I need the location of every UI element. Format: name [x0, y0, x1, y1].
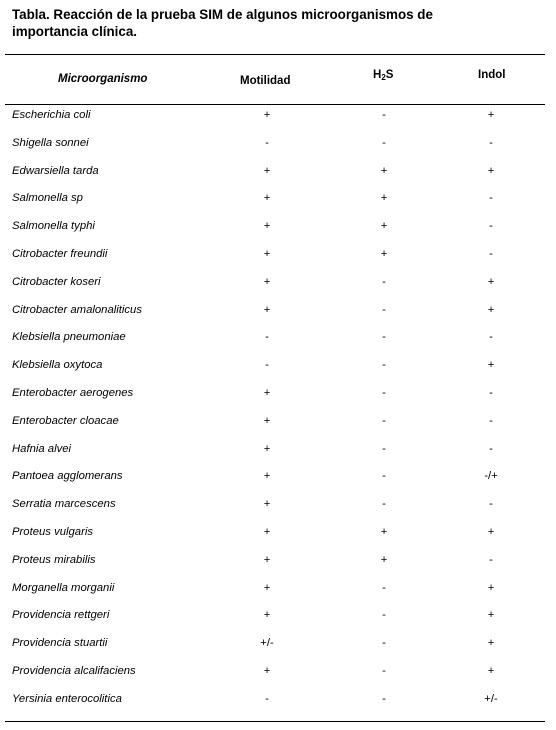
table-row	[0, 274, 556, 302]
organism-cell: Serratia marcescens	[12, 498, 116, 511]
indol-cell: -	[489, 553, 493, 566]
header-microorganismo: Microorganismo	[58, 73, 148, 85]
table-row	[0, 302, 556, 330]
organism-cell: Providencia alcalifaciens	[12, 664, 136, 677]
motilidad-cell: +	[263, 609, 271, 622]
indol-cell: +	[487, 275, 495, 288]
h2s-cell: +	[380, 192, 388, 205]
table-title	[12, 6, 500, 40]
organism-cell: Yersinia enterocolitica	[12, 692, 122, 705]
bottom-rule	[5, 721, 545, 722]
header-motilidad: Motilidad	[240, 75, 291, 87]
indol-cell: -/+	[484, 470, 498, 483]
header-h2s-subscript: 2	[381, 73, 386, 82]
motilidad-cell: +	[263, 553, 271, 566]
h2s-cell: -	[382, 609, 386, 622]
table-row	[0, 163, 556, 191]
motilidad-cell: +	[263, 470, 271, 483]
table-row	[0, 135, 556, 163]
table-row	[0, 552, 556, 580]
organism-cell: Pantoea agglomerans	[12, 470, 123, 483]
organism-cell: Klebsiella pneumoniae	[12, 331, 126, 344]
motilidad-cell: -	[265, 692, 269, 705]
indol-cell: +	[487, 359, 495, 372]
indol-cell: -	[489, 331, 493, 344]
h2s-cell: -	[382, 414, 386, 427]
organism-cell: Providencia rettgeri	[12, 609, 110, 622]
h2s-cell: -	[382, 303, 386, 316]
motilidad-cell: +	[263, 664, 271, 677]
header-h2s	[373, 69, 393, 82]
indol-cell: +	[487, 637, 495, 650]
motilidad-cell: +	[263, 109, 271, 121]
organism-cell: Proteus mirabilis	[12, 553, 96, 566]
indol-cell: -	[489, 442, 493, 455]
h2s-cell: +	[380, 247, 388, 260]
organism-cell: Salmonella typhi	[12, 220, 95, 233]
h2s-cell: -	[382, 136, 386, 149]
h2s-cell: -	[382, 359, 386, 372]
organism-cell: Hafnia alvei	[12, 442, 72, 455]
organism-cell: Providencia stuartii	[12, 637, 108, 650]
organism-cell: Klebsiella oxytoca	[12, 359, 103, 372]
organism-cell: Enterobacter cloacae	[12, 414, 119, 427]
organism-cell: Citrobacter koseri	[12, 275, 101, 288]
h2s-cell: -	[382, 664, 386, 677]
h2s-cell: -	[382, 470, 386, 483]
h2s-cell: -	[382, 331, 386, 344]
h2s-cell: -	[382, 442, 386, 455]
table-row	[0, 218, 556, 246]
motilidad-cell: +	[263, 442, 271, 455]
table-row	[0, 691, 556, 719]
h2s-cell: +	[380, 164, 388, 177]
motilidad-cell: +	[263, 303, 271, 316]
motilidad-cell: +	[263, 581, 271, 594]
motilidad-cell: +	[263, 386, 271, 399]
table-row	[0, 635, 556, 663]
motilidad-cell: -	[265, 136, 269, 149]
h2s-cell: -	[382, 637, 386, 650]
motilidad-cell: +	[263, 192, 271, 205]
table-row	[0, 357, 556, 385]
table-row	[0, 246, 556, 274]
h2s-cell: -	[382, 386, 386, 399]
motilidad-cell: +	[263, 247, 271, 260]
motilidad-cell: +/-	[260, 637, 274, 650]
header-rule	[5, 104, 545, 105]
header-h2s-h: H	[373, 69, 382, 81]
indol-cell: -	[489, 414, 493, 427]
h2s-cell: +	[380, 220, 388, 233]
table-row	[0, 524, 556, 552]
indol-cell: -	[489, 136, 493, 149]
motilidad-cell: -	[265, 359, 269, 372]
indol-cell: -	[489, 386, 493, 399]
indol-cell: +	[487, 664, 495, 677]
table-row	[0, 496, 556, 524]
table-row	[0, 413, 556, 441]
indol-cell: -	[489, 247, 493, 260]
organism-cell: Escherichia coli	[12, 109, 91, 121]
indol-cell: -	[489, 192, 493, 205]
h2s-cell: -	[382, 109, 386, 121]
h2s-cell: -	[382, 692, 386, 705]
organism-cell: Proteus vulgaris	[12, 525, 93, 538]
header-h2s-s: S	[385, 69, 394, 81]
table-row	[0, 663, 556, 691]
table-row	[0, 329, 556, 357]
organism-cell: Edwarsiella tarda	[12, 164, 99, 177]
table-title-line-2: importancia clínica.	[12, 24, 138, 39]
table-row	[0, 107, 556, 135]
organism-cell: Salmonella sp	[12, 192, 83, 205]
indol-cell: +	[487, 164, 495, 177]
table-row	[0, 607, 556, 635]
motilidad-cell: +	[263, 220, 271, 233]
table-body	[0, 107, 556, 719]
h2s-cell: -	[382, 498, 386, 511]
h2s-cell: +	[380, 553, 388, 566]
table-row	[0, 441, 556, 469]
motilidad-cell: +	[263, 525, 271, 538]
indol-cell: +	[487, 109, 495, 121]
organism-cell: Enterobacter aerogenes	[12, 386, 134, 399]
motilidad-cell: -	[265, 331, 269, 344]
indol-cell: +	[487, 525, 495, 538]
table-row	[0, 468, 556, 496]
indol-cell: +	[487, 609, 495, 622]
table-title-line-1: Tabla. Reacción de la prueba SIM de algunos microorganismos de	[12, 7, 433, 22]
indol-cell: -	[489, 220, 493, 233]
indol-cell: -	[489, 498, 493, 511]
h2s-cell: +	[380, 525, 388, 538]
organism-cell: Citrobacter freundii	[12, 247, 108, 260]
motilidad-cell: +	[263, 164, 271, 177]
indol-cell: +/-	[484, 692, 498, 705]
table-row	[0, 190, 556, 218]
top-rule	[5, 54, 545, 55]
indol-cell: +	[487, 303, 495, 316]
motilidad-cell: +	[263, 275, 271, 288]
table-row	[0, 385, 556, 413]
h2s-cell: -	[382, 581, 386, 594]
h2s-cell: -	[382, 275, 386, 288]
motilidad-cell: +	[263, 498, 271, 511]
table-row	[0, 580, 556, 608]
header-indol: Indol	[478, 69, 506, 81]
motilidad-cell: +	[263, 414, 271, 427]
organism-cell: Shigella sonnei	[12, 136, 89, 149]
indol-cell: +	[487, 581, 495, 594]
organism-cell: Citrobacter amalonaliticus	[12, 303, 142, 316]
organism-cell: Morganella morganii	[12, 581, 115, 594]
